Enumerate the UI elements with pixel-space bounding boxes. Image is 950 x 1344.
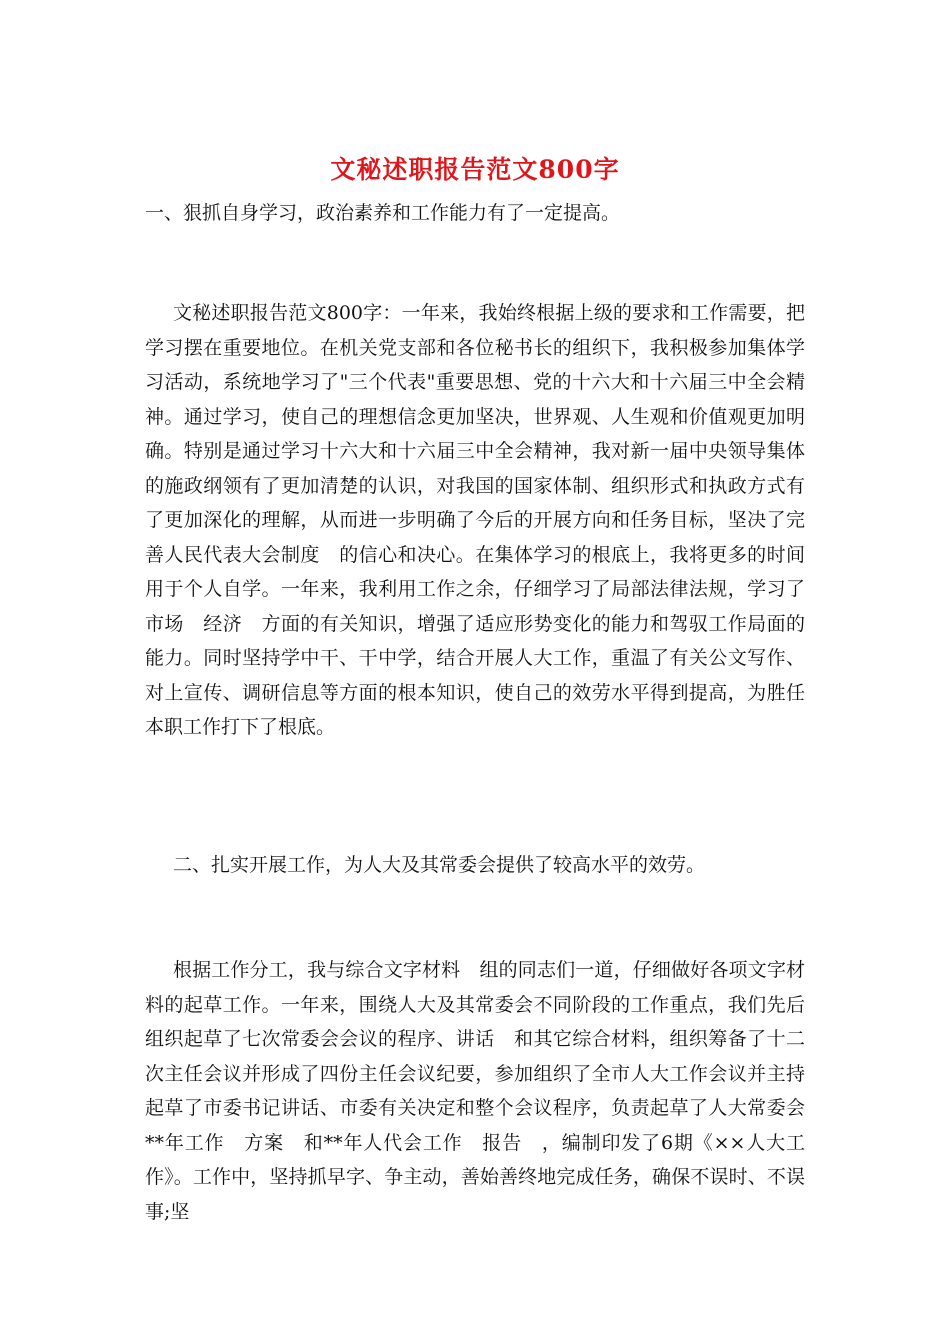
document-title: 文秘述职报告范文800字: [330, 155, 620, 184]
section-2-heading: 二、扎实开展工作，为人大及其常委会提供了较高水平的效劳。: [173, 854, 706, 876]
section-1-body: 文秘述职报告范文800字：一年来，我始终根据上级的要求和工作需要，把学习摆在重要地位。在机关党支部和各位秘书长的组织下，我积极参加集体学习活动，系统地学习了"三个代表"重要思想、党的十六大和十六届三中全会精神。通过学习，使自己的理想信念更加坚决，世界观、人生观和价值观更加明确。特别是通过学习十六大和十六届三中全会精神，我对新一届中央领导集体的施政纲领有了更加清楚的认识，对我国的国家体制、组织形式和执政方式有了更加深化的理解，从而进一步明确了今后的开展方向和任务目标，坚决了完善人民代表大会制度 的信心和决心。在集体学习的根底上，我将更多的时间用于个人自学。一年来，我利用工作之余，仔细学习了局部法律法规，学习了市场 经济 方面的有关知识，增强了适应形势变化的能力和驾驭工作局面的能力。同时坚持学中干、干中学，结合开展人大工作，重温了有关公文写作、对上宣传、调研信息等方面的根本知识，使自己的效劳水平得到提高，为胜任本职工作打下了根底。: [145, 302, 805, 738]
section-1-heading: 一、狠抓自身学习，政治素养和工作能力有了一定提高。: [145, 202, 621, 224]
section-2-body: 根据工作分工，我与综合文字材料 组的同志们一道，仔细做好各项文字材料的起草工作。一年来，围绕人大及其常委会不同阶段的工作重点，我们先后组织起草了七次常委会会议的程序、讲话 和其它综合材料，组织筹备了十二次主任会议并形成了四份主任会议纪要，参加组织了全市人大工作会议并主持起草了市委书记讲话、市委有关决定和整个会议程序，负责起草了人大常委会**年工作 方案 和**年人代会工作 报告 ，编制印发了6期《××人大工作》。工作中，坚持抓早字、争主动，善始善终地完成任务，确保不误时、不误事;坚: [145, 959, 805, 1223]
